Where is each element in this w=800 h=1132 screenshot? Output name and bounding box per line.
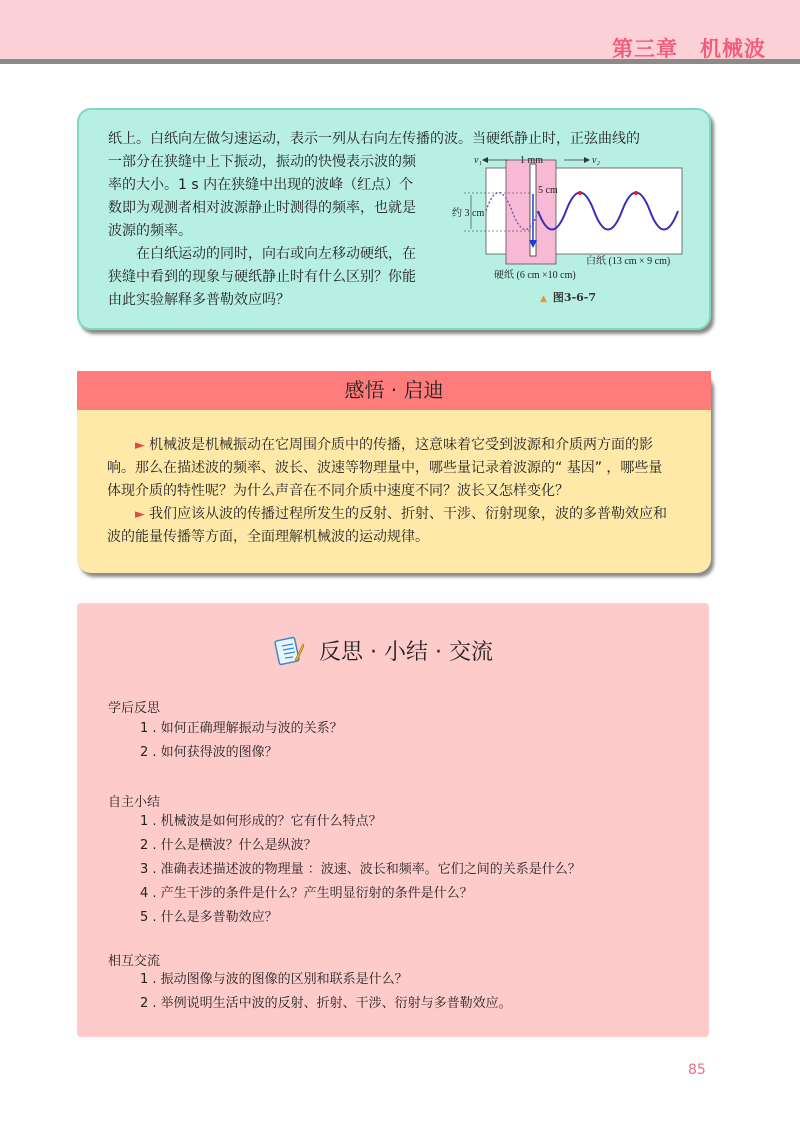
slit-height-label: 5 cm	[538, 185, 558, 196]
notebook-icon	[273, 636, 305, 666]
list-item: 1 . 机械波是如何形成的？它有什么特点？	[140, 814, 382, 829]
page-header	[0, 0, 800, 64]
insight-box	[77, 371, 711, 573]
arrow-bullet-icon: ►	[135, 507, 145, 522]
experiment-text-line: 波源的频率。	[108, 223, 192, 239]
hard-paper-label: 硬纸 (6 cm ×10 cm)	[494, 270, 576, 281]
summary-box	[77, 603, 709, 1037]
page-number: 85	[688, 1062, 706, 1078]
insight-line-text: 机械波是机械振动在它周围介质中的传播，这意味着它受到波源和介质两方面的影	[149, 437, 653, 453]
list-item: 2 . 如何获得波的图像？	[140, 745, 278, 760]
figure-caption-text: 图3-6-7	[552, 291, 597, 304]
crest-dot	[634, 191, 638, 195]
list-item: 3 . 准确表述描述波的物理量 ：波速、波长和频率。它们之间的关系是什么？	[140, 862, 581, 877]
experiment-text	[108, 151, 448, 312]
list-item: 1 . 振动图像与波的图像的区别和联系是什么？	[140, 972, 408, 987]
insight-title: 感悟 · 启迪	[77, 371, 711, 410]
insight-line: 响。那么在描述波的频率、波长、波速等物理量中，哪些量记录着波源的“ 基因” ，哪些量	[107, 460, 663, 476]
summary-title	[273, 635, 493, 666]
experiment-text-line: 率的大小。1 s 内在狭缝中出现的波峰（红点）个	[108, 177, 414, 193]
figure-caption	[540, 289, 596, 305]
question-text-line: 狭缝中看到的现象与硬纸静止时有什么区别？你能	[108, 269, 416, 285]
insight-line	[107, 503, 685, 526]
v2-label: v₂	[592, 155, 600, 166]
arrow-bullet-icon: ►	[135, 438, 145, 453]
exchange-list	[140, 968, 512, 1016]
insight-line: 体现介质的特性呢？为什么声音在不同介质中速度不同？波长又怎样变化？	[107, 483, 569, 499]
experiment-text-line: 一部分在狭缝中上下振动，振动的快慢表示波的频	[108, 154, 416, 170]
insight-line-text: 我们应该从波的传播过程所发生的反射、折射、干涉、衍射现象，波的多普勒效应和	[149, 506, 667, 522]
list-item: 2 . 什么是横波？什么是纵波？	[140, 838, 317, 853]
list-item: 1 . 如何正确理解振动与波的关系？	[140, 721, 343, 736]
summary-title-text: 反思 · 小结 · 交流	[319, 640, 493, 665]
summary-list	[140, 810, 581, 930]
experiment-text-line: 数即为观测者相对波源静止时测得的频率，也就是	[108, 200, 416, 216]
question-text-line: 由此实验解释多普勒效应吗？	[108, 292, 290, 308]
list-item: 4 . 产生干涉的条件是什么？产生明显衍射的条件是什么？	[140, 886, 473, 901]
insight-line	[107, 434, 685, 457]
section-heading-summary: 自主小结	[108, 795, 161, 810]
slit-width-label: 1 mm	[520, 155, 544, 166]
list-item: 5 . 什么是多普勒效应？	[140, 910, 278, 925]
insight-line: 波的能量传播等方面，全面理解机械波的运动规律。	[107, 529, 429, 545]
crest-dot	[578, 191, 582, 195]
insight-body	[77, 410, 711, 549]
caption-triangle-icon: ▲	[540, 294, 547, 304]
question-text-line: 在白纸运动的同时，向右或向左移动硬纸，在	[136, 246, 416, 262]
section-heading-exchange: 相互交流	[108, 954, 161, 969]
experiment-line1: 纸上。白纸向左做匀速运动，表示一列从右向左传播的波。当硬纸静止时，正弦曲线的	[108, 131, 640, 147]
white-paper-label: 白纸 (13 cm × 9 cm)	[586, 256, 671, 267]
section-heading-reflection: 学后反思	[108, 701, 161, 716]
v1-label: v₁	[474, 155, 482, 166]
reflection-list	[140, 717, 343, 765]
chapter-title: 第三章 机械波	[612, 37, 766, 61]
amplitude-label: 约 3 cm	[452, 208, 485, 219]
list-item: 2 . 举例说明生活中波的反射、折射、干涉、衍射与多普勒效应。	[140, 996, 512, 1011]
